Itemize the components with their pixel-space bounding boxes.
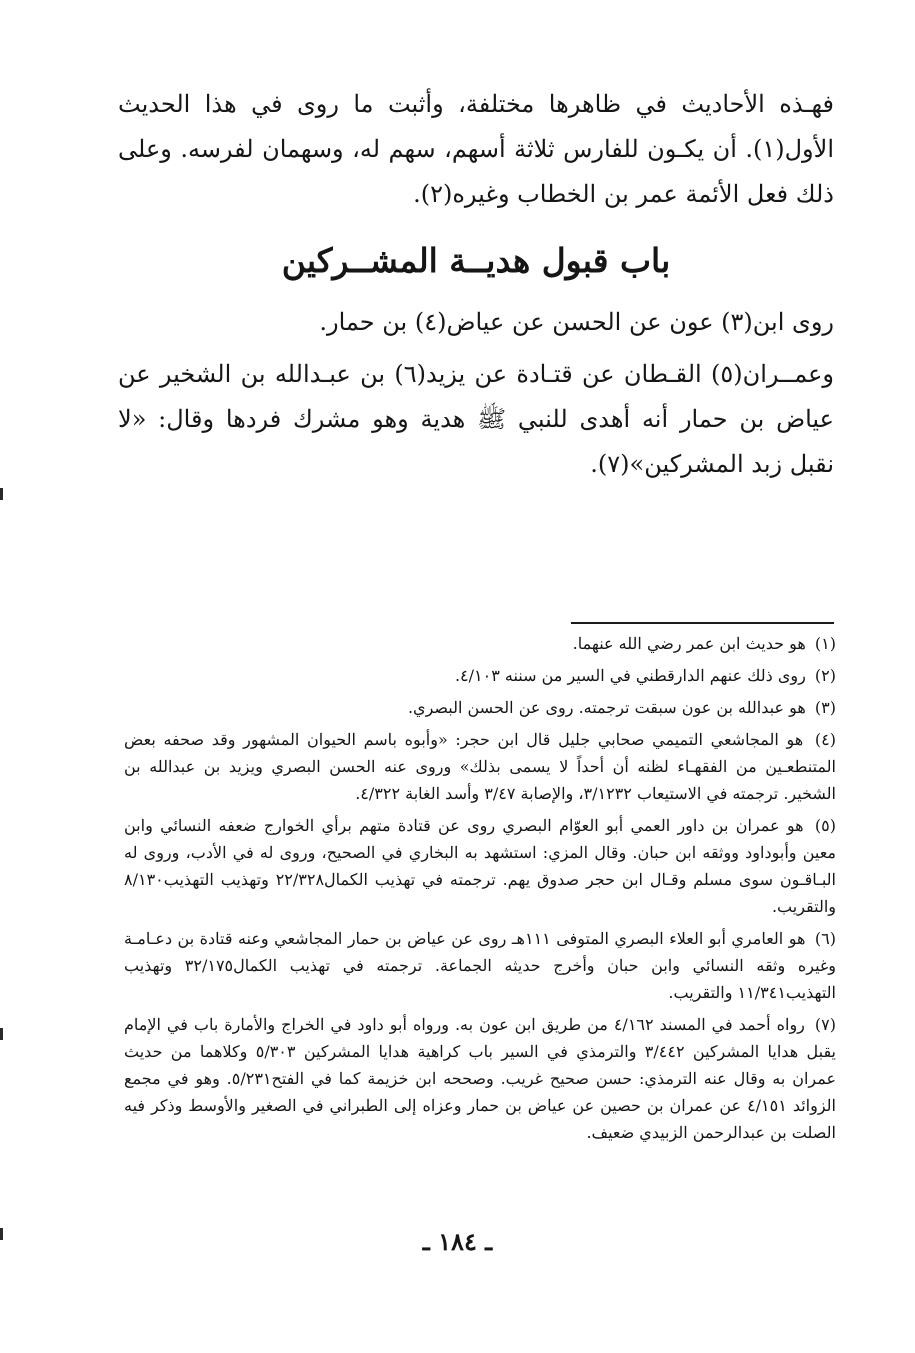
- paragraph-text: روى ابن(٣) عون عن الحسن عن عياض(٤) بن حمار.: [319, 308, 834, 336]
- footnote-text: هو حديث ابن عمر رضي الله عنهما.: [572, 634, 806, 653]
- footnote-text: روى ذلك عنهم الدارقطني في السير من سننه ٤/١٠٣.: [454, 666, 806, 685]
- paragraph-text: وعمــران(٥) القـطان عن قتـادة عن يزيد(٦) بن عبـدالله بن الشخير عن عياض بن حمار أنه أهدى للنبي ﷺ هدية وهو مشرك فردها وقال: «لا نقبل زبد المشركين»(٧).: [118, 360, 834, 478]
- footnote-number: (٢): [814, 666, 836, 685]
- body-paragraph-2: [118, 300, 834, 345]
- footnote-text: رواه أحمد في المسند ٤/١٦٢ من طريق ابن عون به. ورواه أبو داود في الخراج والأمارة باب في الإمام يقبل هدايا المشركين ٣/٤٤٢ والترمذي في السير باب كراهية هدايا المشركين ٥/٣٠٣ وكلاهما من حديث عمران به وقال عنه الترمذي: حسن صحيح غريب. وصححه ابن خزيمة كما في الفتح٥/٢٣١. وهو في مجمع الزوائد ٤/١٥١ عن عمران بن حصين عن عياض بن حمار وعزاه إلى الطبراني في الصغير والأوسط وذكر فيه الصلت بن عبدالرحمن الزبيدي ضعيف.: [124, 1015, 837, 1142]
- footnote-separator: [571, 622, 834, 624]
- footnote-6: [124, 925, 836, 1006]
- footnote-5: [124, 812, 836, 920]
- footnote-text: هو المجاشعي التميمي صحابي جليل قال ابن حجر: «وأبوه باسم الحيوان المشهور وقد صحفه بعض المتنطعـين من الفقهـاء لظنه أن أحداً لا يسمى بذلك» وروى عنه الحسن البصري ويزيد بن عبدالله بن الشخير. ترجمته في الاستيعاب ٣/١٢٣٢، والإصابة ٣/٤٧ وأسد الغابة ٤/٣٢٢.: [124, 730, 836, 803]
- footnote-number: (٧): [814, 1015, 836, 1034]
- footnote-number: (٦): [814, 929, 837, 948]
- footnote-1: [124, 630, 836, 657]
- footnote-4: [124, 726, 836, 807]
- footnotes-section: [124, 630, 836, 1151]
- footnote-7: [124, 1011, 836, 1146]
- footnote-number: (٤): [814, 730, 836, 749]
- scan-edge-mark: [0, 1228, 3, 1240]
- footnote-number: (٣): [814, 698, 836, 717]
- page-number: ـ ١٨٤ ـ: [422, 1227, 493, 1256]
- scan-edge-mark: [0, 1028, 3, 1040]
- footnote-text: هو عمران بن داور العمي أبو العوّام البصري روى عن قتادة متهم برأي الخوارج ضعفه النسائي وابن معين وأبوداود ووثقه ابن حبان. وقال المزي: استشهد به البخاري في الصحيح، وروى له في الأدب، وروى له البـاقـون سوى مسلم وقـال ابن حجر صدوق يهم. ترجمته في تهذيب الكمال٢٢/٣٢٨ وتهذيب التهذيب٨/١٣٠ والتقريب.: [124, 816, 836, 916]
- footnote-3: [124, 694, 836, 721]
- paragraph-text: فهـذه الأحاديث في ظاهرها مختلفة، وأثبت ما روى في هذا الحديث الأول(١). أن يكـون للفارس ثلاثة أسهم، سهم له، وسهمان لفرسه. وعلى ذلك فعل الأئمة عمر بن الخطاب وغيره(٢).: [118, 90, 834, 208]
- footnote-number: (٥): [814, 816, 837, 835]
- section-heading: باب قبول هديــة المشــركين: [281, 241, 671, 280]
- footnote-text: هو العامري أبو العلاء البصري المتوفى ١١١هـ روى عن عياض بن حمار المجاشعي وعنه قتادة بن دعـامـة وغيره وثقه النسائي وابن حبان وأخرج حديثه الجماعة. ترجمته في تهذيب الكمال٣٢/١٧٥ وتهذيب التهذيب١١/٣٤١ والتقريب.: [124, 929, 837, 1002]
- footnote-2: [124, 662, 836, 689]
- footnote-number: (١): [814, 634, 836, 653]
- body-paragraph-3: [118, 352, 834, 487]
- footnote-text: هو عبدالله بن عون سبقت ترجمته. روى عن الحسن البصري.: [407, 698, 806, 717]
- body-paragraph-1: [118, 82, 834, 217]
- scan-edge-mark: [0, 488, 3, 500]
